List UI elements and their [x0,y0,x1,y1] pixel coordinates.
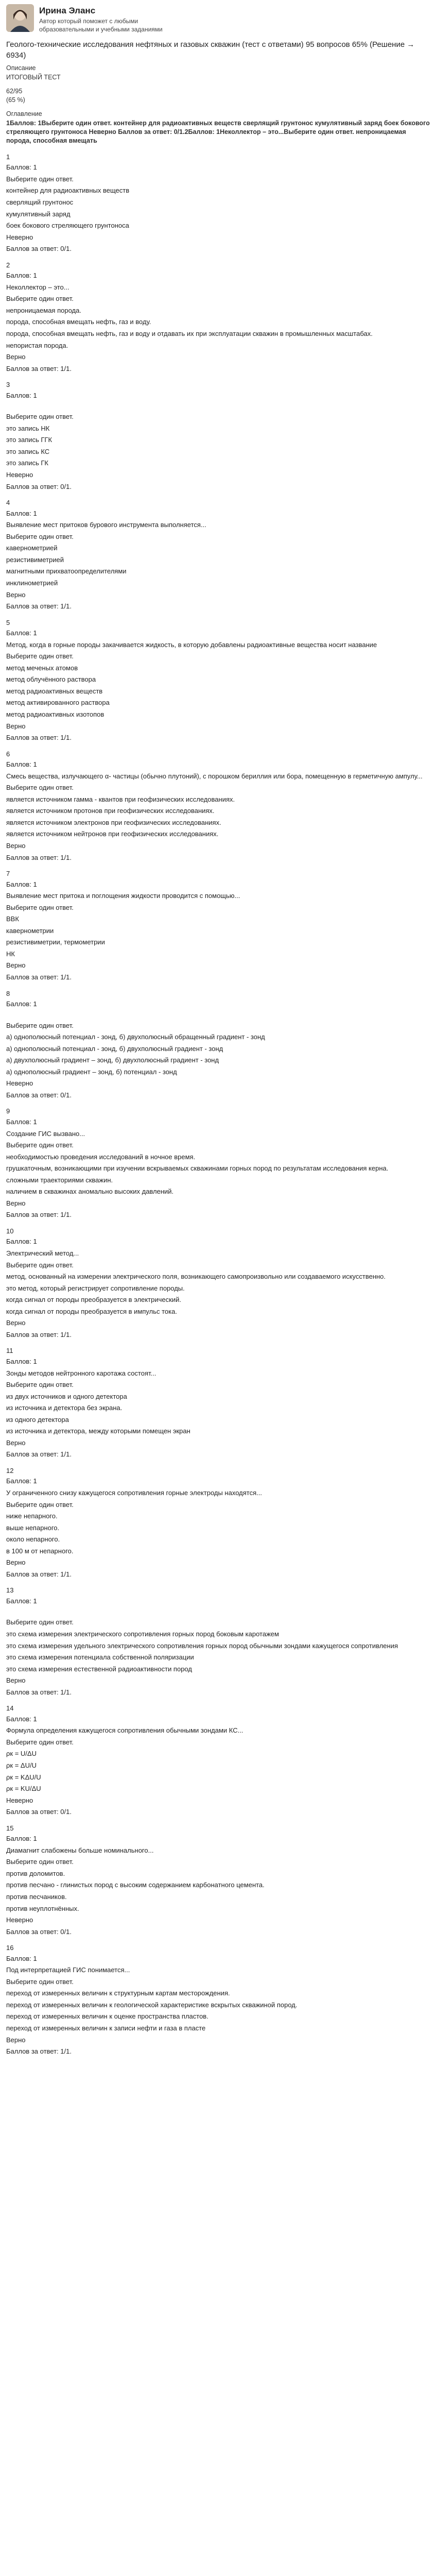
question-line: Выберите один ответ. [6,1261,74,1269]
question-line: Верно [6,1438,26,1447]
question-line: Баллов за ответ: 0/1. [6,245,72,253]
question-number: 15 [6,1824,14,1832]
meta-block [6,64,430,145]
question-line: Баллов за ответ: 1/1. [6,1570,72,1578]
question-line: грушкаточным, возникающими при изучении вскрываемых скважинами горных пород по результатам исследования керна. [6,1164,389,1173]
question-line: Выберите один ответ. [6,1500,74,1509]
question-number: 1 [6,152,10,161]
question-line: Баллов за ответ: 0/1. [6,1808,72,1816]
question-number: 3 [6,381,10,389]
question-item [6,1346,430,1459]
question-line: порода, способная вмещать нефть, газ и воду и отдавать их при эксплуатации скважин в промышленных масштабах. [6,330,373,338]
toc-summary: 1Баллов: 1Выберите один ответ. контейнер для радиоактивных веществ сверлящий грунтонос кумулятивный заряд боек бокового стреляющего грунтоноса Неверно Баллов за ответ: 0/1.2Баллов: 1Неколлектор – это...Выберите один ответ. непроницаемая порода, способная вмещать [6,120,430,144]
question-line: метод меченых атомов [6,664,78,672]
question-line: Выберите один ответ. [6,1738,74,1746]
description-label: Описание [6,64,36,72]
question-line: является источником электронов при геофизических исследованиях. [6,818,221,826]
question-line: ρк = ΔU/U [6,1761,37,1769]
question-line: Баллов за ответ: 1/1. [6,973,72,981]
question-line: Диамагнит слабожены больше номинального... [6,1846,154,1854]
question-line: против неуплотнённых. [6,1904,79,1912]
question-line: Баллов за ответ: 1/1. [6,853,72,861]
question-line: Баллов за ответ: 1/1. [6,734,72,742]
question-line: Баллов за ответ: 0/1. [6,1927,72,1936]
author-block [6,4,430,33]
question-line: Неколлектор – это... [6,283,69,291]
question-item [6,498,430,611]
question-line: является источником протонов при геофизических исследованиях. [6,807,215,815]
question-line: Неверно [6,233,33,241]
question-line: Смесь вещества, излучающего α- частицы (обычно плутоний), с порошком бериллия или бора, помещенную в герметичную ампулу... [6,772,423,780]
question-line: выше непарного. [6,1523,60,1532]
question-line: около непарного. [6,1535,60,1544]
question-number: 5 [6,618,10,626]
question-line: ρк = KΔU/U [6,1773,41,1781]
question-line: метод радиоактивных изотопов [6,710,104,718]
question-line: У ограниченного снизу кажущегося сопротивления горные электроды находятся... [6,1488,262,1497]
question-line: Выберите один ответ. [6,295,74,303]
question-line [6,1608,430,1615]
question-line: ρк = U/ΔU [6,1750,37,1758]
question-line: Выберите один ответ. [6,652,74,660]
question-line: Баллов: 1 [6,629,37,637]
question-line: порода, способная вмещать нефть, газ и воду. [6,318,151,326]
question-line: Баллов: 1 [6,272,37,280]
question-line: Неверно [6,1916,33,1924]
question-line: Верно [6,1319,26,1327]
score-ratio: 62/95 [6,87,23,95]
question-line: Баллов: 1 [6,1715,37,1723]
page-title: Геолого-технические исследования нефтяных и газовых скважин (тест с ответами) 95 вопросов 65% (Решение → 6934) [6,40,415,60]
question-number: 2 [6,261,10,269]
question-line: из источника и детектора без экрана. [6,1404,123,1412]
question-line: непористая порода. [6,341,68,349]
question-line: является источником гамма - квантов при геофизических исследованиях. [6,795,235,803]
question-line: Формула определения кажущегося сопротивления обычными зондами КС... [6,1726,243,1735]
question-line: ρк = KU/ΔU [6,1785,41,1793]
question-line: ВВК [6,915,19,923]
question-line: переход от измеренных величин к геологической характеристике вскрытых скважиной пород. [6,2001,298,2009]
question-line: когда сигнал от породы преобразуется в импульс тока. [6,1307,177,1315]
question-list [6,152,430,2056]
question-line: Выберите один ответ. [6,1977,74,1986]
question-line: Выберите один ответ. [6,903,74,911]
question-line: метод радиоактивных веществ [6,687,103,695]
question-line: НК [6,950,15,958]
question-line: Выберите один ответ. [6,532,74,540]
question-line: необходимостью проведения исследований в ночное время. [6,1153,196,1161]
question-line: Баллов: 1 [6,163,37,172]
question-line: из источника и детектора, между которыми помещен экран [6,1427,190,1435]
question-line: в 100 м от непарного. [6,1547,74,1555]
question-line: контейнер для радиоактивных веществ [6,187,130,195]
question-line: Верно [6,961,26,970]
question-line: Баллов за ответ: 1/1. [6,1450,72,1459]
question-number: 9 [6,1107,10,1115]
author-name[interactable]: Ирина Эланс [39,6,96,15]
question-line: кавернометрией [6,544,58,552]
question-line: Баллов за ответ: 0/1. [6,1091,72,1099]
question-line: а) однополюсный градиент – зонд, б) потенциал - зонд [6,1067,177,1076]
question-item [6,1466,430,1579]
question-line: Верно [6,722,26,730]
question-number: 11 [6,1347,13,1355]
question-line: Верно [6,353,26,361]
question-line: из двух источников и одного детектора [6,1392,127,1400]
question-line: Выберите один ответ. [6,1618,74,1626]
question-line: а) двухполюсный градиент – зонд, б) двухполюсный градиент - зонд [6,1056,219,1064]
author-description: Автор который поможет с любыми образовательными и учебными заданиями [39,17,163,33]
question-line: Баллов за ответ: 1/1. [6,1688,72,1696]
question-item [6,1107,430,1219]
question-line: Баллов: 1 [6,1597,37,1605]
question-line: Баллов за ответ: 1/1. [6,1211,72,1219]
question-line: метод активированного раствора [6,699,110,707]
question-item [6,152,430,253]
question-line: это схема измерения потенциала собственной поляризации [6,1653,194,1662]
question-line: это запись ГК [6,459,48,467]
question-line: Верно [6,1199,26,1207]
question-line: Выявление мест притока и поглощения жидкости проводится с помощью... [6,892,240,900]
question-item [6,1704,430,1816]
question-line: Выявление мест притоков бурового инструмента выполняется... [6,521,206,529]
question-item [6,618,430,742]
question-line: Баллов за ответ: 0/1. [6,482,72,490]
question-item [6,750,430,862]
question-line: метод облучённого раствора [6,675,96,684]
question-line: Выберите один ответ. [6,784,74,792]
question-item [6,989,430,1100]
question-line: Баллов: 1 [6,760,37,769]
question-line: Баллов: 1 [6,1477,37,1485]
question-item [6,261,430,373]
question-line: Выберите один ответ. [6,1141,74,1149]
question-item [6,1227,430,1339]
score-percent: (65 %) [6,96,25,104]
question-number: 6 [6,750,10,758]
question-line: является источником нейтронов при геофизических исследованиях. [6,830,219,838]
question-line: это запись КС [6,447,50,455]
question-line: Баллов: 1 [6,1954,37,1962]
question-line [6,402,430,410]
question-line: это схема измерения электрического сопротивления горных пород боковым каротажем [6,1630,279,1638]
question-line: метод, основанный на измерении электрического поля, возникающего самопроизвольно или создаваемого искусственно. [6,1273,386,1281]
question-number: 14 [6,1704,14,1713]
question-line: Баллов: 1 [6,1118,37,1126]
question-line: Баллов: 1 [6,1835,37,1843]
question-number: 12 [6,1466,14,1475]
question-line: Баллов: 1 [6,1000,37,1008]
question-line: Под интерпретацией ГИС понимается... [6,1966,130,1974]
question-line: Выберите один ответ. [6,1381,74,1389]
toc-label: Оглавление [6,110,42,118]
question-line: переход от измеренных величин к структурным картам месторождения. [6,1989,230,1997]
question-item [6,1824,430,1936]
question-line: инклинометрией [6,579,58,587]
question-line: Неверно [6,471,33,479]
question-line: Баллов: 1 [6,391,37,399]
question-line [6,1011,430,1019]
question-line: резистивиметрией [6,555,64,564]
test-label: ИТОГОВЫЙ ТЕСТ [6,73,61,81]
question-line: Баллов: 1 [6,1357,37,1365]
question-line: Выберите один ответ. [6,1021,74,1029]
question-line: из одного детектора [6,1415,69,1423]
question-line: а) однополюсный потенциал - зонд, б) двухполюсный градиент - зонд [6,1044,223,1053]
question-line: резистивиметрии, термометрии [6,938,105,946]
question-line: Выберите один ответ. [6,1858,74,1866]
question-line: Баллов: 1 [6,509,37,517]
question-line: переход от измеренных величин к записи нефти и газа в пласте [6,2024,206,2032]
question-line: Зонды методов нейтронного каротажа состоят... [6,1369,156,1377]
question-item [6,380,430,491]
question-line: Баллов за ответ: 1/1. [6,2047,72,2056]
question-item [6,1586,430,1697]
question-line: Создание ГИС вызвано... [6,1129,85,1138]
question-item [6,1943,430,2056]
question-line: Верно [6,2036,26,2044]
question-number: 13 [6,1586,14,1595]
question-number: 16 [6,1944,14,1952]
question-line: Баллов за ответ: 1/1. [6,364,72,372]
question-line: Неверно [6,1796,33,1804]
question-line: Верно [6,590,26,599]
question-number: 4 [6,499,10,507]
question-line: переход от измеренных величин к оценке пространства пластов. [6,2012,208,2021]
question-line: сложными траекториями скважин. [6,1176,113,1184]
question-line: это метод, который регистрирует сопротивление породы. [6,1284,185,1292]
question-line: Выберите один ответ. [6,413,74,421]
question-line: Баллов: 1 [6,1238,37,1246]
question-line: против песчано - глинистых пород с высоким содержанием карбонатного цемента. [6,1881,265,1889]
question-line: Баллов: 1 [6,880,37,888]
question-line: против доломитов. [6,1869,65,1877]
question-number: 7 [6,870,10,878]
question-line: Выберите один ответ. [6,175,74,183]
question-line: против песчаников. [6,1893,67,1901]
author-avatar [6,4,34,32]
question-line: наличием в скважинах аномально высоких давлений. [6,1188,174,1196]
question-line: боек бокового стреляющего грунтоноса [6,222,129,230]
question-line: это запись ГГК [6,436,53,444]
question-line: это запись НК [6,424,50,432]
question-line: кавернометрии [6,926,54,935]
question-line: когда сигнал от породы преобразуется в электрический. [6,1296,181,1304]
question-line: Баллов за ответ: 1/1. [6,602,72,611]
question-line: Электрический метод... [6,1249,79,1258]
question-line: Неверно [6,1079,33,1088]
question-line: это схема измерения удельного электрического сопротивления горных пород обычными зондами кажущегося сопротивления [6,1641,398,1650]
question-line: а) однополюсный потенциал - зонд, б) двухполюсный обращенный градиент - зонд [6,1033,265,1041]
question-line: Баллов за ответ: 1/1. [6,1330,72,1338]
question-item [6,869,430,981]
question-line: Верно [6,1676,26,1685]
question-line: сверлящий грунтонос [6,198,74,206]
question-line: кумулятивный заряд [6,210,71,218]
question-line: Метод, когда в горные породы закачивается жидкость, в которую добавлены радиоактивные вещества носит название [6,640,377,649]
question-number: 8 [6,989,10,997]
question-line: ниже непарного. [6,1512,58,1520]
question-line: Верно [6,841,26,850]
question-line: магнитными прихватоопределителями [6,567,127,575]
question-line: Верно [6,1558,26,1567]
question-line: непроницаемая порода. [6,306,81,314]
question-number: 10 [6,1227,14,1235]
question-line: это схема измерения естественной радиоактивности пород [6,1665,192,1673]
